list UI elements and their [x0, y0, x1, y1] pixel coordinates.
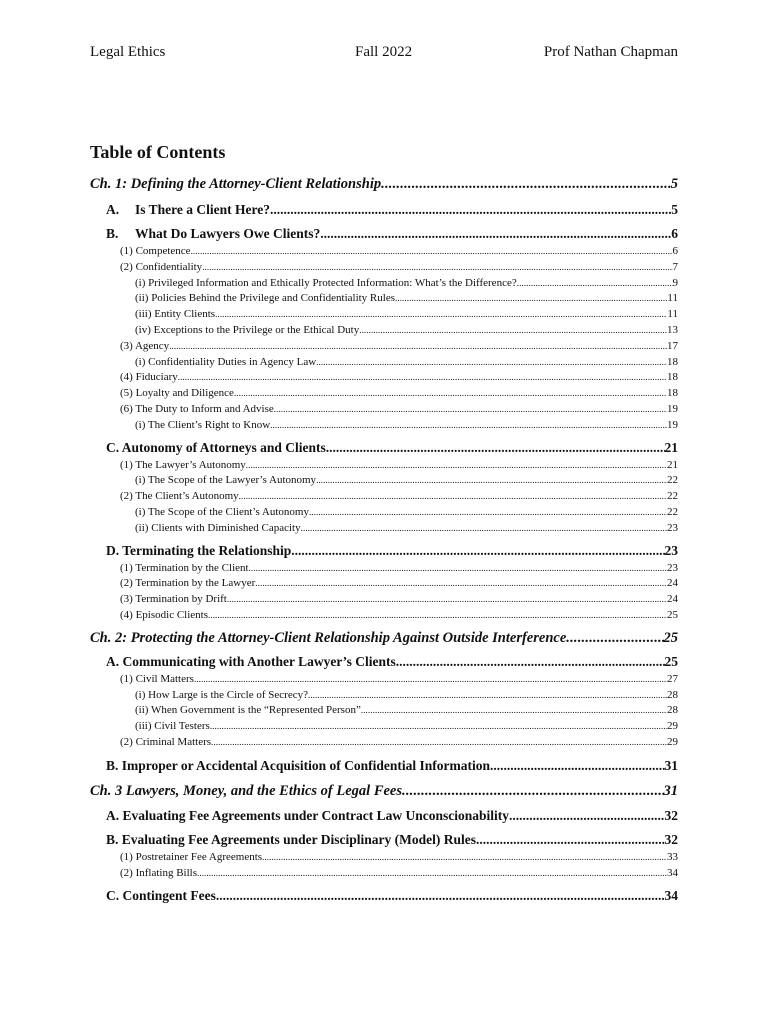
toc-entry-section[interactable]: [90, 652, 678, 672]
toc-page-number: 32: [664, 807, 678, 823]
toc-page-number: 25: [664, 653, 678, 669]
toc-entry-sub[interactable]: [90, 418, 678, 434]
dot-leader: [255, 576, 667, 592]
table-of-contents: [90, 174, 678, 906]
toc-entry-section[interactable]: [90, 830, 678, 850]
toc-entry-topic[interactable]: [90, 402, 678, 418]
toc-entry-sub[interactable]: [90, 355, 678, 371]
dot-leader: [197, 866, 667, 882]
toc-entry-title: (ii) Policies Behind the Privilege and Confidentiality Rules: [135, 292, 395, 305]
toc-entry-sub[interactable]: [90, 276, 678, 292]
dot-leader: [270, 200, 671, 220]
dot-leader: [234, 386, 667, 402]
dot-leader: [396, 652, 665, 672]
toc-entry-title: (4) Fiduciary: [120, 371, 178, 384]
toc-entry-title: A. Communicating with Another Lawyer’s Clients: [106, 653, 396, 669]
toc-entry-title: (2) Termination by the Lawyer: [120, 577, 256, 590]
toc-entry-title: (i) The Scope of the Client’s Autonomy: [135, 505, 309, 518]
toc-page-number: 6: [671, 226, 678, 241]
toc-entry-topic[interactable]: [90, 735, 678, 751]
toc-entry-section[interactable]: [90, 200, 678, 220]
toc-entry-title: B. Improper or Accidental Acquisition of Confidential Information: [106, 757, 491, 773]
toc-entry-topic[interactable]: [90, 866, 678, 882]
dot-leader: [316, 355, 667, 371]
toc-entry-sub[interactable]: [90, 688, 678, 704]
toc-entry-title: (i) Privileged Information and Ethically Protected Information: What’s the Difference?: [135, 276, 517, 289]
dot-leader: [169, 339, 667, 355]
toc-page-number: 17: [667, 339, 678, 352]
term-label: Fall 2022: [355, 44, 413, 60]
toc-page-number: 28: [667, 688, 678, 701]
toc-entry-title: (2) Confidentiality: [120, 260, 203, 273]
dot-leader: [395, 291, 667, 307]
toc-page-number: 11: [667, 308, 678, 321]
toc-page-number: 13: [667, 323, 678, 336]
dot-leader: [326, 438, 665, 458]
toc-page-number: 21: [664, 439, 678, 455]
toc-entry-topic[interactable]: [90, 458, 678, 474]
toc-entry-title: [106, 200, 270, 220]
dot-leader: [216, 886, 665, 906]
dot-leader: [361, 703, 667, 719]
toc-page-number: 23: [667, 561, 678, 574]
dot-leader: [274, 402, 667, 418]
toc-entry-topic[interactable]: [90, 592, 678, 608]
toc-entry-section[interactable]: [90, 806, 678, 826]
dot-leader: [517, 276, 673, 292]
toc-page-number: 7: [672, 260, 678, 273]
toc-entry-title: Ch. 3 Lawyers, Money, and the Ethics of Legal Fees: [90, 782, 403, 799]
toc-page-number: 28: [667, 704, 678, 717]
toc-entry-title: (2) Criminal Matters: [120, 735, 212, 748]
toc-entry-title: (iii) Civil Testers: [135, 720, 210, 733]
toc-page-number: 23: [664, 542, 678, 558]
toc-entry-topic[interactable]: [90, 672, 678, 688]
toc-entry-sub[interactable]: [90, 473, 678, 489]
toc-entry-topic[interactable]: [90, 576, 678, 592]
toc-page-number: 23: [667, 521, 678, 534]
toc-entry-title: C. Contingent Fees: [106, 888, 216, 904]
course-title: Legal Ethics: [90, 44, 166, 60]
toc-entry-number: B.: [106, 226, 119, 241]
toc-page-number: 11: [667, 292, 678, 305]
toc-entry-title: (5) Loyalty and Diligence: [120, 387, 234, 400]
dot-leader: [402, 781, 663, 801]
toc-entry-sub[interactable]: [90, 505, 678, 521]
toc-page-number: 24: [667, 577, 678, 590]
dot-leader: [227, 592, 667, 608]
toc-entry-title: (ii) When Government is the “Represented Person”: [135, 704, 361, 717]
toc-entry-title: (1) Termination by the Client: [120, 561, 249, 574]
toc-entry-topic[interactable]: [90, 386, 678, 402]
toc-entry-topic[interactable]: [90, 561, 678, 577]
toc-entry-title: (2) Inflating Bills: [120, 866, 197, 879]
toc-page-number: 34: [664, 888, 678, 904]
dot-leader: [191, 244, 673, 260]
toc-entry-sub[interactable]: [90, 291, 678, 307]
dot-leader: [301, 521, 667, 537]
dot-leader: [178, 370, 667, 386]
toc-page-number: 5: [670, 176, 678, 192]
toc-entry-section[interactable]: [90, 541, 678, 561]
toc-entry-title: (iii) Entity Clients: [135, 308, 216, 321]
toc-entry-section[interactable]: [90, 886, 678, 906]
toc-entry-title: (1) Civil Matters: [120, 672, 194, 685]
dot-leader: [239, 489, 667, 505]
toc-page-number: 5: [671, 202, 678, 217]
toc-entry-topic[interactable]: [90, 489, 678, 505]
toc-page-number: 25: [663, 629, 678, 646]
toc-entry-topic[interactable]: [90, 244, 678, 260]
dot-leader: [208, 608, 667, 624]
toc-entry-title: (3) Agency: [120, 339, 170, 352]
toc-entry-title: Ch. 2: Protecting the Attorney-Client Relationship Against Outside Interference: [90, 629, 567, 646]
dot-leader: [291, 541, 664, 561]
toc-page-number: 24: [667, 593, 678, 606]
dot-leader: [262, 850, 667, 866]
toc-entry-section[interactable]: [90, 756, 678, 776]
toc-entry-title: (i) The Client’s Right to Know: [135, 418, 271, 431]
dot-leader: [359, 323, 667, 339]
dot-leader: [270, 418, 667, 434]
toc-entry-section[interactable]: [90, 224, 678, 244]
toc-entry-title: C. Autonomy of Attorneys and Clients: [106, 439, 326, 455]
toc-entry-title: B. Evaluating Fee Agreements under Disciplinary (Model) Rules: [106, 831, 476, 847]
toc-page-number: 19: [667, 418, 678, 431]
dot-leader: [308, 688, 667, 704]
page-header: [90, 44, 678, 66]
toc-entry-title: (4) Episodic Clients: [120, 608, 208, 621]
toc-heading: Table of Contents: [90, 142, 226, 162]
toc-page-number: 19: [667, 402, 678, 415]
toc-page-number: 18: [667, 355, 678, 368]
toc-entry-title: (3) Termination by Drift: [120, 593, 227, 606]
toc-page-number: 18: [667, 371, 678, 384]
toc-entry-topic[interactable]: [90, 608, 678, 624]
toc-entry-topic[interactable]: [90, 850, 678, 866]
toc-page-number: 31: [663, 782, 678, 799]
dot-leader: [309, 505, 667, 521]
toc-entry-sub[interactable]: [90, 703, 678, 719]
toc-entry-topic[interactable]: [90, 339, 678, 355]
toc-page-number: 33: [667, 850, 678, 863]
dot-leader: [490, 756, 664, 776]
toc-entry-title: (1) The Lawyer’s Autonomy: [120, 458, 246, 471]
dot-leader: [246, 458, 667, 474]
dot-leader: [202, 260, 672, 276]
toc-entry-title: (i) How Large is the Circle of Secrecy?: [135, 688, 308, 701]
toc-entry-sub[interactable]: [90, 323, 678, 339]
dot-leader: [215, 307, 667, 323]
dot-leader: [194, 672, 667, 688]
toc-entry-title: D. Terminating the Relationship: [106, 542, 292, 558]
dot-leader: [381, 174, 671, 194]
toc-entry-chapter[interactable]: [90, 781, 678, 801]
toc-page-number: 31: [664, 757, 678, 773]
toc-entry-title: (1) Postretainer Fee Agreements: [120, 850, 263, 863]
toc-entry-title: (ii) Clients with Diminished Capacity: [135, 521, 301, 534]
dot-leader: [211, 735, 667, 751]
toc-entry-title: [106, 224, 320, 244]
toc-entry-section[interactable]: [90, 438, 678, 458]
dot-leader: [316, 473, 667, 489]
toc-page-number: 22: [667, 490, 678, 503]
toc-entry-title: A. Evaluating Fee Agreements under Contract Law Unconscionability: [106, 807, 509, 823]
toc-entry-title: (6) The Duty to Inform and Advise: [120, 402, 274, 415]
professor-name: Prof Nathan Chapman: [543, 44, 678, 60]
toc-page-number: 25: [667, 608, 678, 621]
toc-page-number: 27: [667, 672, 678, 685]
toc-page-number: 21: [667, 458, 678, 471]
toc-entry-chapter[interactable]: [90, 174, 678, 194]
toc-entry-sub[interactable]: [90, 307, 678, 323]
toc-entry-title: (i) Confidentiality Duties in Agency Law: [135, 355, 317, 368]
dot-leader: [566, 628, 663, 648]
toc-entry-chapter[interactable]: [90, 628, 678, 648]
toc-page-number: 22: [667, 505, 678, 518]
toc-entry-number: A.: [106, 202, 120, 217]
toc-page-number: 34: [667, 866, 678, 879]
toc-page-number: 29: [667, 735, 678, 748]
toc-entry-title: (2) The Client’s Autonomy: [120, 490, 239, 503]
dot-leader: [320, 224, 671, 244]
toc-page-number: 32: [664, 831, 678, 847]
toc-entry-title: (i) The Scope of the Lawyer’s Autonomy: [135, 474, 317, 487]
toc-entry-sub[interactable]: [90, 521, 678, 537]
dot-leader: [476, 830, 665, 850]
toc-entry-topic[interactable]: [90, 370, 678, 386]
toc-page-number: 6: [672, 245, 678, 257]
toc-entry-title: (iv) Exceptions to the Privilege or the Ethical Duty: [135, 323, 360, 336]
toc-entry-title-text: Is There a Client Here?: [135, 202, 270, 217]
toc-entry-title: (1) Competence: [120, 245, 191, 257]
toc-page-number: 9: [672, 276, 678, 289]
toc-entry-title: Ch. 1: Defining the Attorney-Client Relationship: [90, 176, 382, 192]
toc-entry-topic[interactable]: [90, 260, 678, 276]
dot-leader: [509, 806, 665, 826]
dot-leader: [249, 561, 667, 577]
dot-leader: [210, 719, 667, 735]
toc-page-number: 29: [667, 720, 678, 733]
toc-page-number: 18: [667, 387, 678, 400]
toc-entry-title-text: What Do Lawyers Owe Clients?: [135, 226, 321, 241]
toc-entry-sub[interactable]: [90, 719, 678, 735]
toc-page-number: 22: [667, 474, 678, 487]
